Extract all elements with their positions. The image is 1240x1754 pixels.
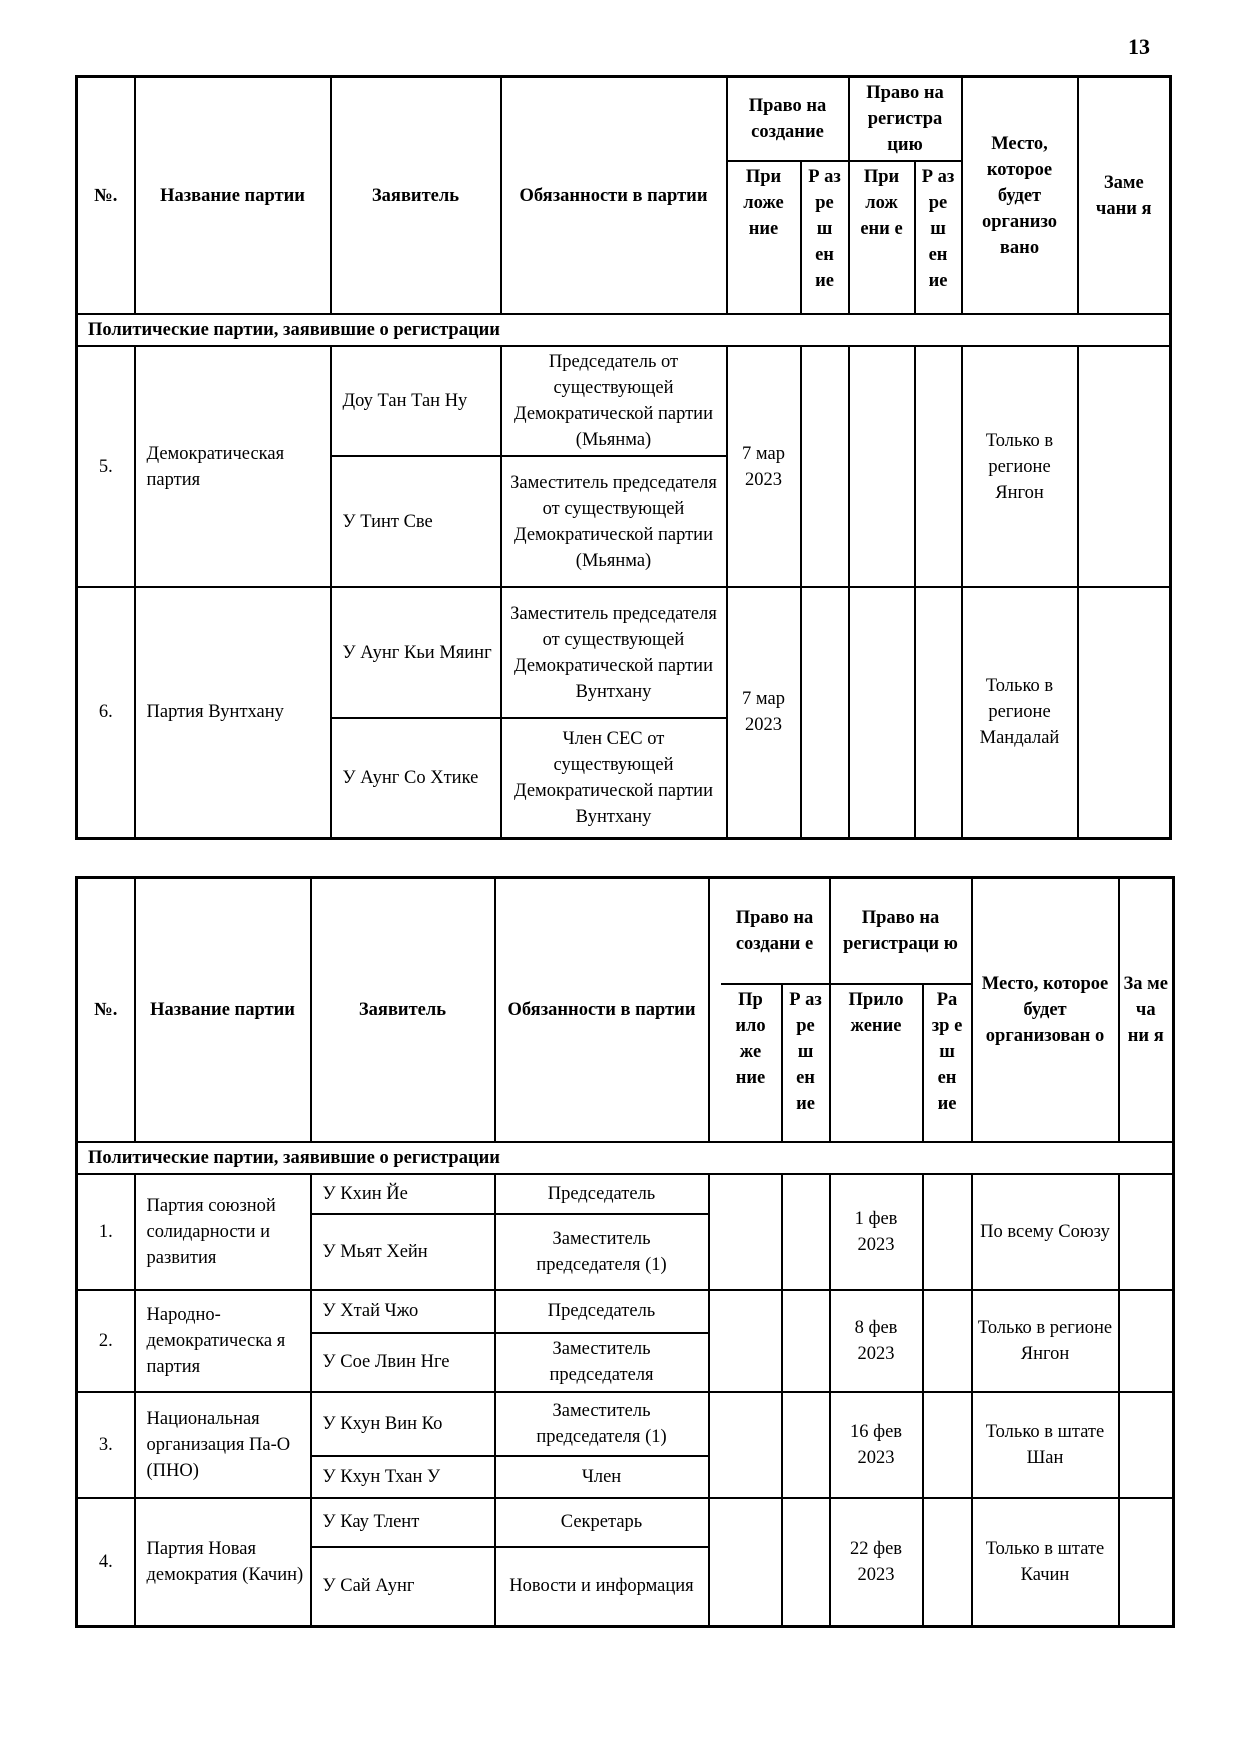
- notes-cell: [1119, 1174, 1174, 1290]
- applicant-name: У Тинт Све: [331, 456, 501, 587]
- create-application-cell: [709, 1392, 782, 1498]
- create-permission-cell: [782, 1392, 830, 1498]
- permission-cell: [801, 346, 849, 587]
- party-duty: Заместитель председателя от существующей Демократической партии (Мьянма): [501, 456, 727, 587]
- register-permission-cell: [915, 346, 962, 587]
- party-name: Партия союзной солидарности и развития: [135, 1174, 311, 1290]
- organization-place: Только в регионе Мандалай: [962, 587, 1078, 838]
- header-no: №.: [77, 878, 135, 1142]
- header-applicant: Заявитель: [311, 878, 495, 1142]
- header-notes: За ме ча ни я: [1119, 878, 1174, 1142]
- registration-date: 16 фев 2023: [830, 1392, 923, 1498]
- header-permission-register: Р аз ре ш ен ие: [915, 161, 962, 314]
- permission-cell: [801, 587, 849, 838]
- application-date: 7 мар 2023: [727, 587, 801, 838]
- header-permission-create: Р аз ре ш ен ие: [801, 161, 849, 314]
- party-duty: Член: [495, 1456, 709, 1498]
- register-application-cell: [849, 346, 915, 587]
- registration-table-2: [75, 876, 1175, 1628]
- register-permission-cell: [915, 587, 962, 838]
- organization-place: Только в штате Качин: [972, 1498, 1119, 1627]
- header-right-register: Право на регистра цию: [849, 77, 962, 162]
- organization-place: Только в регионе Янгон: [972, 1290, 1119, 1392]
- table-row: [77, 1174, 1174, 1214]
- party-name: Партия Новая демократия (Качин): [135, 1498, 311, 1627]
- header-notes: Заме чани я: [1078, 77, 1171, 315]
- table-row: [77, 1290, 1174, 1333]
- party-name: Партия Вунтхану: [135, 587, 331, 838]
- register-permission-cell: [923, 1290, 972, 1392]
- create-permission-cell: [782, 1290, 830, 1392]
- organization-place: Только в штате Шан: [972, 1392, 1119, 1498]
- organization-place: Только в регионе Янгон: [962, 346, 1078, 587]
- applicant-name: Доу Тан Тан Ну: [331, 346, 501, 456]
- applicant-name: У Мьят Хейн: [311, 1214, 495, 1290]
- row-number: 1.: [77, 1174, 135, 1290]
- applicant-name: У Сое Лвин Нге: [311, 1333, 495, 1392]
- registration-date: 1 фев 2023: [830, 1174, 923, 1290]
- header-applicant: Заявитель: [331, 77, 501, 315]
- party-duty: Новости и информация: [495, 1547, 709, 1627]
- register-application-cell: [849, 587, 915, 838]
- header-spacer: [709, 878, 721, 1142]
- register-permission-cell: [923, 1392, 972, 1498]
- header-duties: Обязанности в партии: [501, 77, 727, 315]
- party-duty: Председатель: [495, 1290, 709, 1333]
- create-permission-cell: [782, 1498, 830, 1627]
- party-duty: Секретарь: [495, 1498, 709, 1547]
- header-party-name: Название партии: [135, 77, 331, 315]
- organization-place: По всему Союзу: [972, 1174, 1119, 1290]
- header-no: №.: [77, 77, 135, 315]
- header-right-register: Право на регистраци ю: [830, 878, 972, 984]
- applicant-name: У Аунг Кьи Мяинг: [331, 587, 501, 718]
- section-title: Политические партии, заявившие о регистрации: [77, 314, 1171, 346]
- header-permission-create: Р аз ре ш ен ие: [782, 984, 830, 1142]
- header-application-create: При ложе ние: [727, 161, 801, 314]
- applicant-name: У Кхин Йе: [311, 1174, 495, 1214]
- table-row: [77, 1498, 1174, 1547]
- row-number: 5.: [77, 346, 135, 587]
- header-application-register: Прило жение: [830, 984, 923, 1142]
- applicant-name: У Кау Тлент: [311, 1498, 495, 1547]
- applicant-name: У Сай Аунг: [311, 1547, 495, 1627]
- party-duty: Заместитель председателя (1): [495, 1214, 709, 1290]
- notes-cell: [1119, 1290, 1174, 1392]
- register-permission-cell: [923, 1174, 972, 1290]
- party-duty: Заместитель председателя (1): [495, 1392, 709, 1456]
- registration-date: 22 фев 2023: [830, 1498, 923, 1627]
- header-right-create: Право на создани е: [721, 878, 830, 984]
- section-title: Политические партии, заявившие о регистрации: [77, 1142, 1174, 1174]
- applicant-name: У Аунг Со Хтике: [331, 718, 501, 838]
- header-application-register: При лож ени е: [849, 161, 915, 314]
- registration-table-1: [75, 75, 1172, 840]
- party-name: Демократическая партия: [135, 346, 331, 587]
- register-permission-cell: [923, 1498, 972, 1627]
- party-name: Народно-демократическа я партия: [135, 1290, 311, 1392]
- notes-cell: [1078, 346, 1171, 587]
- table-row: [77, 346, 1171, 456]
- header-application-create: Пр ило же ние: [721, 984, 782, 1142]
- create-permission-cell: [782, 1174, 830, 1290]
- header-right-create: Право на создание: [727, 77, 849, 162]
- party-duty: Председатель от существующей Демократической партии (Мьянма): [501, 346, 727, 456]
- party-name: Национальная организация Па-О (ПНО): [135, 1392, 311, 1498]
- create-application-cell: [709, 1290, 782, 1392]
- party-duty: Член СЕС от существующей Демократической партии Вунтхану: [501, 718, 727, 838]
- registration-date: 8 фев 2023: [830, 1290, 923, 1392]
- notes-cell: [1119, 1392, 1174, 1498]
- create-application-cell: [709, 1174, 782, 1290]
- header-permission-register: Ра зр е ш ен ие: [923, 984, 972, 1142]
- application-date: 7 мар 2023: [727, 346, 801, 587]
- party-duty: Заместитель председателя от существующей Демократической партии Вунтхану: [501, 587, 727, 718]
- row-number: 6.: [77, 587, 135, 838]
- header-party-name: Название партии: [135, 878, 311, 1142]
- create-application-cell: [709, 1498, 782, 1627]
- applicant-name: У Кхун Вин Ко: [311, 1392, 495, 1456]
- applicant-name: У Хтай Чжо: [311, 1290, 495, 1333]
- header-place: Место, которое будет организован о: [972, 878, 1119, 1142]
- header-duties: Обязанности в партии: [495, 878, 709, 1142]
- row-number: 3.: [77, 1392, 135, 1498]
- header-place: Место, которое будет организо вано: [962, 77, 1078, 315]
- notes-cell: [1078, 587, 1171, 838]
- row-number: 2.: [77, 1290, 135, 1392]
- row-number: 4.: [77, 1498, 135, 1627]
- table-row: [77, 587, 1171, 718]
- page-number: 13: [1128, 34, 1150, 59]
- applicant-name: У Кхун Тхан У: [311, 1456, 495, 1498]
- table-row: [77, 1392, 1174, 1456]
- notes-cell: [1119, 1498, 1174, 1627]
- party-duty: Заместитель председателя: [495, 1333, 709, 1392]
- party-duty: Председатель: [495, 1174, 709, 1214]
